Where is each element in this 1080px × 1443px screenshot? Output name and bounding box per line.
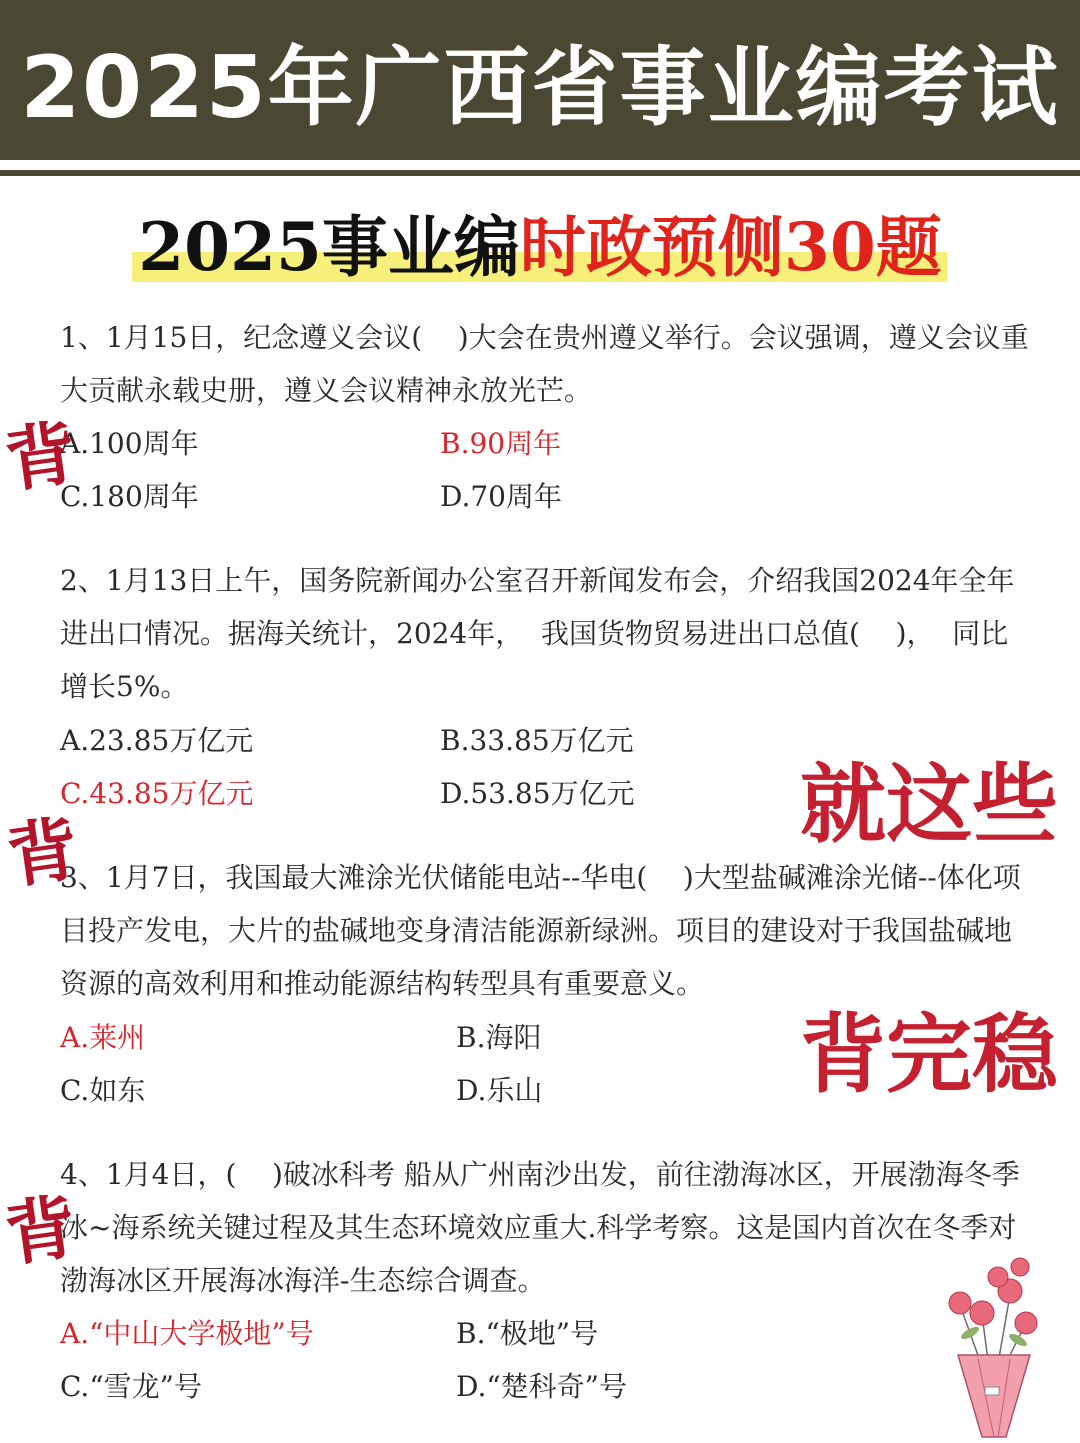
option-d: D.乐山 <box>456 1074 543 1107</box>
option-a: A.23.85万亿元 <box>60 724 254 757</box>
option-c: C.180周年 <box>60 480 199 513</box>
flower-bouquet-icon <box>930 1255 1050 1440</box>
subtitle-part-black: 2025事业编 <box>138 208 520 286</box>
option-a-answer: A.莱州 <box>60 1021 146 1054</box>
option-c-answer: C.43.85万亿元 <box>60 777 254 810</box>
slogan-line-1: 就这些 <box>800 755 1058 855</box>
option-c: C.“雪龙”号 <box>60 1370 202 1403</box>
question-text: 4、1月4日，( )破冰科考 船从广州南沙出发，前往渤海冰区，开展渤海冬季冰~海系统关键过程及其生态环境效应重大.科学考察。这是国内首次在冬季对渤海冰区开展海冰海洋-生态综合调查。 <box>60 1158 1020 1297</box>
header-divider <box>0 170 1080 176</box>
option-a: A.100周年 <box>60 427 199 460</box>
option-d: D.“楚科奇”号 <box>456 1370 627 1403</box>
subtitle <box>0 204 1080 290</box>
stamp-bei-1: 背 <box>0 410 82 503</box>
stamp-bei-3: 背 <box>0 1184 82 1277</box>
option-b: B.“极地”号 <box>456 1317 599 1350</box>
option-c: C.如东 <box>60 1074 146 1107</box>
page-title: 2025年广西省事业编考试 <box>20 38 1060 138</box>
question-text: 3、1月7日，我国最大滩涂光伏储能电站--华电( )大型盐碱滩涂光储--体化项目投产发电，大片的盐碱地变身清洁能源新绿洲。项目的建设对于我国盐碱地资源的高效利用和推动能源结构转型具有重要意义。 <box>60 861 1021 1000</box>
subtitle-part-red: 时政预侧30题 <box>519 208 942 286</box>
option-d: D.70周年 <box>440 480 562 513</box>
slogan-line-2: 背完稳 <box>800 1005 1058 1105</box>
header-banner <box>0 0 1080 160</box>
option-a-answer: A.“中山大学极地”号 <box>60 1317 314 1350</box>
question-text: 2、1月13日上午，国务院新闻办公室召开新闻发布会，介绍我国2024年全年进出口情况。据海关统计，2024年， 我国货物贸易进出口总值( )， 同比增长5%。 <box>60 564 1015 703</box>
question-2 <box>60 554 1030 713</box>
option-b-answer: B.90周年 <box>440 427 562 460</box>
option-d: D.53.85万亿元 <box>440 777 635 810</box>
stamp-bei-2: 背 <box>2 806 84 899</box>
question-3 <box>60 851 1030 1010</box>
option-b: B.海阳 <box>456 1021 542 1054</box>
question-1 <box>60 311 1030 417</box>
question-4 <box>60 1148 1030 1307</box>
option-b: B.33.85万亿元 <box>440 724 634 757</box>
question-text: 1、1月15日，纪念遵义会议( )大会在贵州遵义举行。会议强调，遵义会议重大贡献永载史册，遵义会议精神永放光芒。 <box>60 321 1029 407</box>
